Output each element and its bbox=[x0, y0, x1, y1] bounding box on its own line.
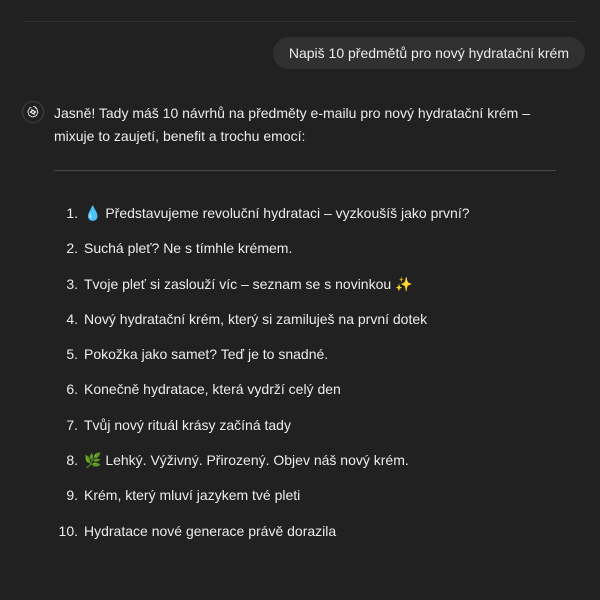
list-item-text: 💧 Představujeme revoluční hydrataci – vyzkoušíš jako první? bbox=[84, 205, 470, 221]
list-item-text: Tvůj nový rituál krásy začíná tady bbox=[84, 416, 291, 433]
list-item-number: 5. bbox=[66, 346, 78, 363]
list-item-number: 3. bbox=[66, 275, 78, 292]
list-item-number: 2. bbox=[66, 240, 78, 257]
list-item-number: 9. bbox=[66, 487, 78, 504]
list-item-text: Krém, který mluví jazykem tvé pleti bbox=[84, 487, 301, 504]
list-item-text: Suchá pleť? Ne s tímhle krémem. bbox=[84, 240, 293, 257]
list-item-number: 10. bbox=[58, 522, 78, 539]
header-divider bbox=[24, 21, 576, 22]
list-item-text: Konečně hydratace, která vydrží celý den bbox=[84, 381, 341, 398]
list-item-text: Pokožka jako samet? Teď je to snadné. bbox=[84, 346, 329, 363]
openai-logo-icon bbox=[22, 101, 44, 123]
list-item-number: 1. bbox=[66, 205, 78, 221]
assistant-intro-text: Jasně! Tady máš 10 návrhů na předměty e-mailu pro nový hydratační krém – mixuje to zaujetí, benefit a trochu emocí: bbox=[54, 105, 530, 144]
list-item-text: 🌿 Lehký. Výživný. Přirozený. Objev náš nový krém. bbox=[84, 452, 409, 469]
list-item-text: Hydratace nové generace právě dorazila bbox=[84, 522, 337, 539]
list-item-number: 8. bbox=[66, 452, 78, 469]
list-item-number: 6. bbox=[66, 381, 78, 398]
list-item-number: 4. bbox=[66, 310, 78, 327]
message-divider bbox=[54, 170, 556, 171]
list-item-text: Nový hydratační krém, který si zamiluješ na první dotek bbox=[84, 310, 428, 327]
list-item-number: 7. bbox=[66, 416, 78, 433]
user-message-bubble: Napiš 10 předmětů pro nový hydratační krém bbox=[273, 37, 585, 69]
list-item-text: Tvoje pleť si zaslouží víc – seznam se s novinkou ✨ bbox=[84, 275, 413, 292]
